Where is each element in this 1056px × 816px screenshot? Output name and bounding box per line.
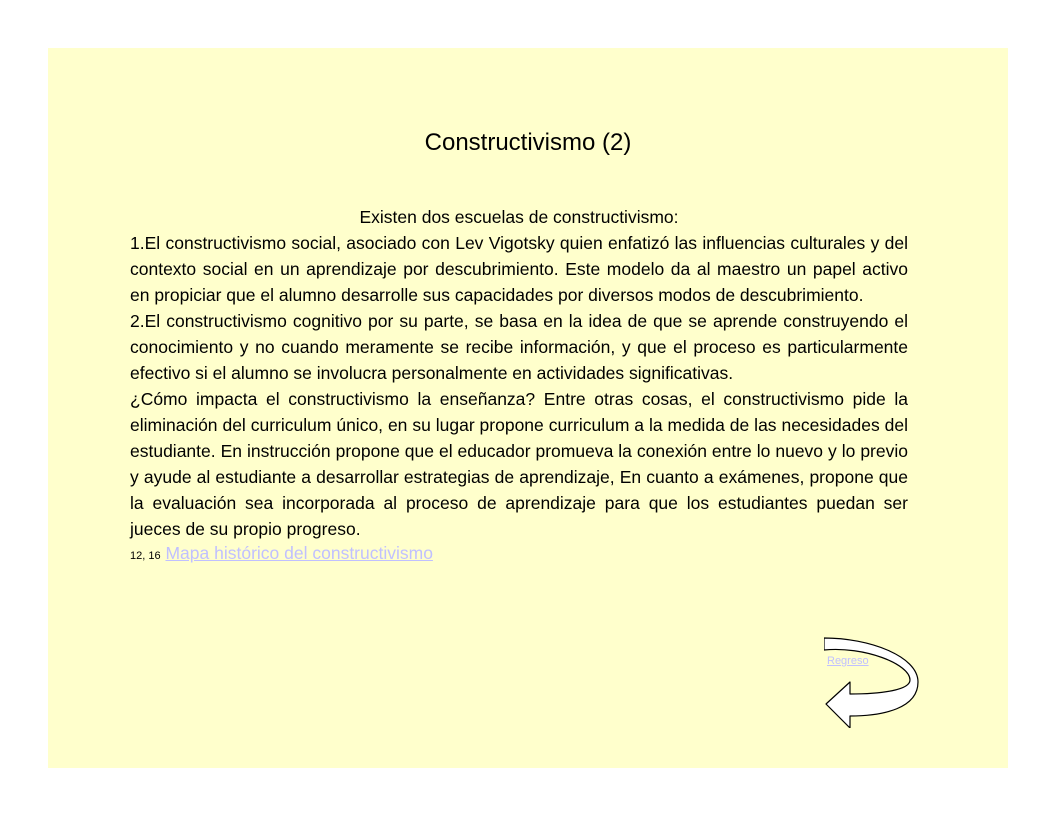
paragraph-social-constructivism: 1.El constructivismo social, asociado con Lev Vigotsky quien enfatizó las influencias culturales y del contexto social en un aprendizaje por descubrimiento. Este modelo da al maestro un papel activo en propiciar que el alumno desarrolle sus capacidades por diversos modos de descubrimiento. [130,233,908,305]
slide-title: Constructivismo (2) [424,129,632,156]
slide [48,48,1008,768]
slide-body [130,204,908,567]
reference-line [130,542,908,567]
reference-numbers: 12, 16 [130,550,161,562]
curved-return-arrow-icon [824,636,924,728]
return-link[interactable]: Regreso [827,655,869,667]
return-button[interactable] [824,636,924,728]
paragraph-cognitive-constructivism: 2.El constructivismo cognitivo por su parte, se basa en la idea de que se aprende construyendo el conocimiento y no cuando meramente se recibe información, y que el proceso es particularmente efectivo si el alumno se involucra personalmente en actividades significativas. [130,311,908,383]
slide-subtitle: Existen dos escuelas de constructivismo: [359,207,679,227]
map-history-link[interactable]: Mapa histórico del constructivismo [165,543,433,563]
paragraph-teaching-impact: ¿Cómo impacta el constructivismo la enseñanza? Entre otras cosas, el constructivismo pide la eliminación del curriculum único, en su lugar propone curriculum a la medida de las necesidades del estudiante. En instrucción propone que el educador promueva la conexión entre lo nuevo y lo previo y ayude al estudiante a desarrollar estrategias de aprendizaje, En cuanto a exámenes, propone que la evaluación sea incorporada al proceso de aprendizaje para que los estudiantes puedan ser jueces de su propio progreso. [130,389,908,539]
